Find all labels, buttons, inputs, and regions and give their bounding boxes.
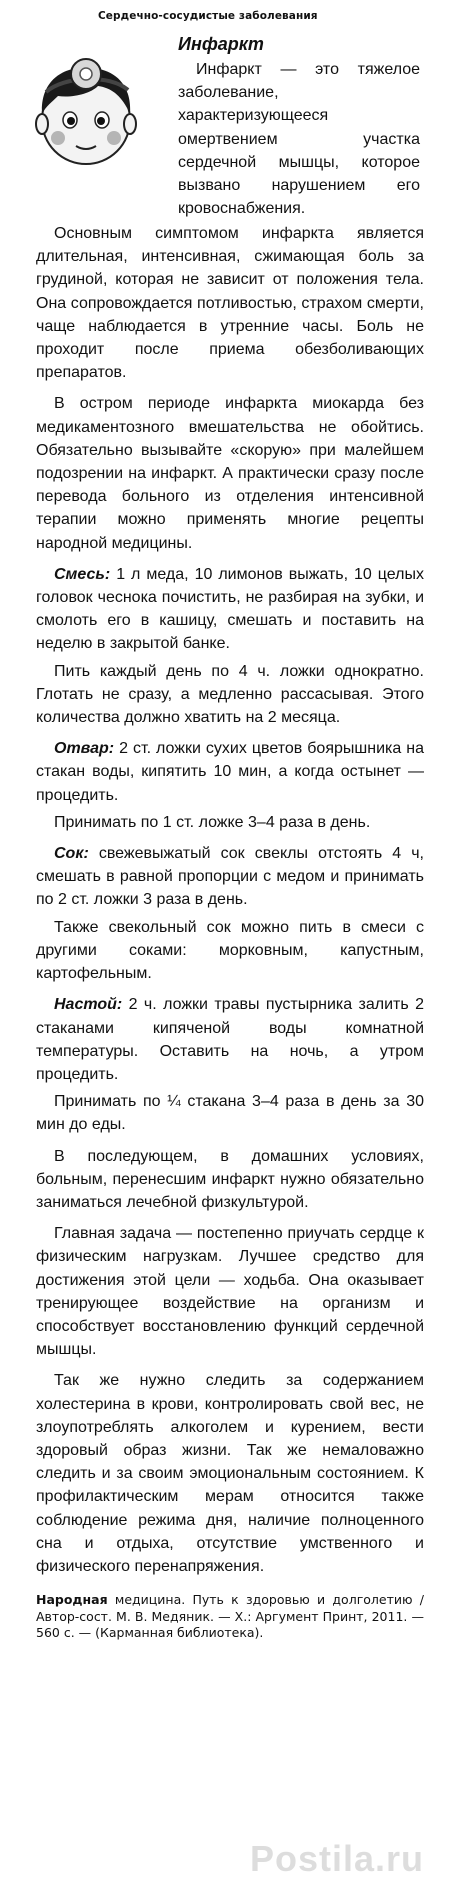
recipe-infusion: Настой: 2 ч. ложки травы пустырника залить 2 стаканами кипяченой воды комнатной температуры. Оставить на ночь, а утром процедить. bbox=[36, 996, 424, 1083]
recipe-label: Отвар: bbox=[54, 740, 115, 758]
recipe-juice: Сок: свежевыжатый сок свеклы отстоять 4 ч, смешать в равной пропорции с медом и принимать по 2 ст. ложки 3 раза в день. bbox=[36, 845, 424, 909]
source-citation: Народная медицина. Путь к здоровью и долголетию / Автор-сост. М. В. Медяник. — Х.: Аргумент Принт, 2011. — 560 с. — (Карманная библиотека). bbox=[36, 1592, 424, 1641]
paragraph: Главная задача — постепенно приучать сердце к физическим нагрузкам. Лучшее средство для достижения этой цели — ходьба. Она оказывает тренирующее воздействие на организм и способствует восстановлению функций сердечной мышцы. bbox=[36, 1225, 424, 1359]
paragraph: Так же нужно следить за содержанием холестерина в крови, контролировать свой вес, не злоупотреблять алкоголем и курением, вести здоровый образ жизни. Так же немаловажно следить и за своим эмоциональным состоянием. К профилактическим мерам относится также соблюдение режима дня, наличие полноценного сна и отдыха, отсутствие умственного и физического перенапряжения. bbox=[36, 1372, 424, 1575]
recipe-instructions: Принимать по 1 ст. ложке 3–4 раза в день. bbox=[54, 813, 371, 831]
recipe-mixture: Смесь: 1 л меда, 10 лимонов выжать, 10 целых головок чеснока почистить, не разбирая на зубки, и смолоть его в кашицу, смешать и поставить на неделю в закрытой банке. bbox=[36, 565, 424, 653]
recipe-instructions: Также свекольный сок можно пить в смеси с другими соками: морковным, капустным, картофельным. bbox=[36, 918, 424, 983]
recipe-label: Настой: bbox=[54, 996, 123, 1014]
doctor-illustration bbox=[24, 48, 159, 173]
recipe-instructions: Пить каждый день по 4 ч. ложки однократно. Глотать не сразу, а медленно рассасывая. Этого количества должно хватить на 2 месяца. bbox=[36, 662, 424, 727]
recipe-label: Сок: bbox=[54, 845, 89, 863]
article-title: Инфаркт bbox=[178, 34, 264, 54]
running-head: Сердечно-сосудистые заболевания bbox=[98, 10, 318, 22]
paragraph: В остром периоде инфаркта миокарда без медикаментозного вмешательства не обойтись. Обязательно вызывайте «скорую» при малейшем подозрении на инфаркт. А практически сразу после перевода больного из отделения интенсивной терапии можно применять многие рецепты народной медицины. bbox=[36, 395, 424, 552]
intro-paragraph: Инфаркт — это тяжелое заболевание, характеризующееся омертвением участка сердечной мышцы, которое вызвано нарушением его кровоснабжения. bbox=[178, 61, 420, 218]
paragraph: Основным симптомом инфаркта является длительная, интенсивная, сжимающая боль за грудиной, которая не зависит от положения тела. Она сопровождается потливостью, страхом смерти, чаще наблюдается в утренние часы. Боль не проходит после приема обезболивающих препаратов. bbox=[36, 225, 424, 382]
recipe-decoction: Отвар: 2 ст. ложки сухих цветов боярышника на стакан воды, кипятить 10 мин, а когда остынет — процедить. bbox=[36, 740, 424, 804]
recipe-label: Смесь: bbox=[54, 565, 111, 583]
recipe-instructions: Принимать по ¼ стакана 3–4 раза в день за 30 мин до еды. bbox=[36, 1093, 424, 1134]
watermark: Postila.ru bbox=[250, 1838, 425, 1879]
article-intro bbox=[36, 32, 424, 222]
paragraph: В последующем, в домашних условиях, больным, перенесшим инфаркт нужно обязательно заниматься лечебной физкультурой. bbox=[36, 1147, 424, 1211]
article-body bbox=[36, 222, 424, 1578]
